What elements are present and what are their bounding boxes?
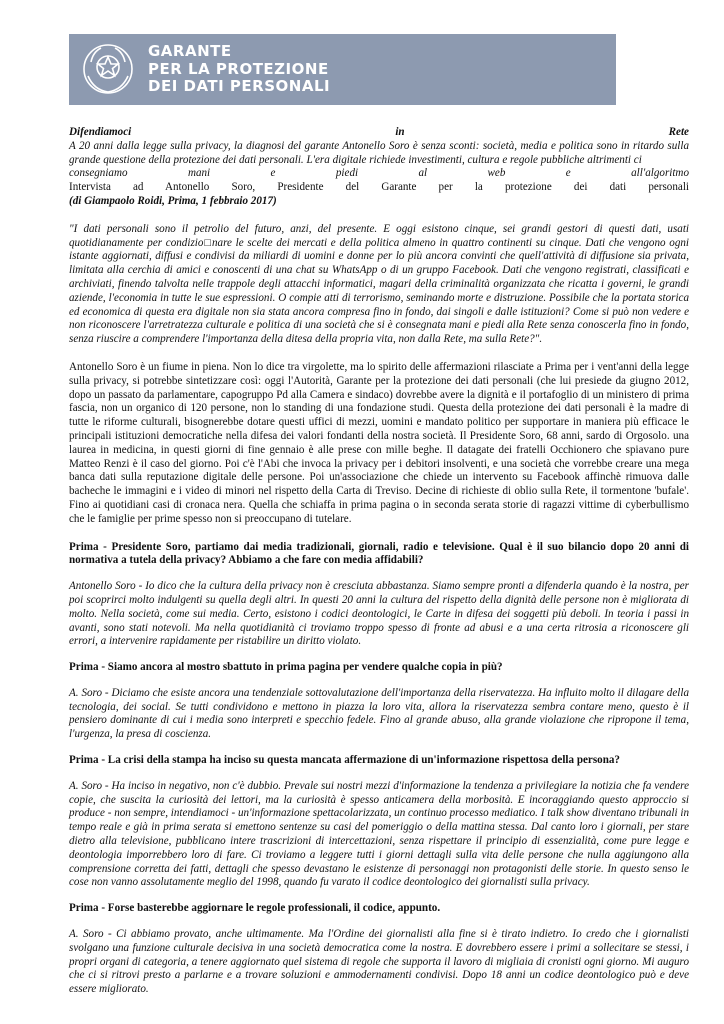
- question-4: Prima - Forse basterebbe aggiornare le regole professionali, il codice, appunto.: [69, 902, 441, 915]
- article-lead: A 20 anni dalla legge sulla privacy, la diagnosi del garante Antonello Soro è senza sconti: società, media e politica sono in ritardo sulla grande questione della protezione dei dati personali. L'era digitale richiede investimenti, cultura e regole pubbliche altrimenti ci: [69, 139, 689, 166]
- question-2: Prima - Siamo ancora al mostro sbattuto in prima pagina per vendere qualche copia in più?: [69, 661, 503, 674]
- answer-3: A. Soro - Ha inciso in negativo, non c'è dubbio. Prevale sui nostri mezzi d'informazione la tendenza a privilegiare la notizia che fa vendere copie, che suscita la curiosità dei lettori, ma la curiosità è spesso anticamera della morbosità. E incoraggiando questo approccio si produce - non sempre, intendiamoci - un'informazione spettacolarizzata, un continuo processo mediatico. I talk show diventano tribunali in tempo reale e già in prima serata si emettono sentenze su casi del pomeriggio o della mattina stessa. Dal canto loro i giornali, per stare dietro alla televisione, pubblicano intere trascrizioni di intercettazioni, senza rispettare il principio di essenzialità, come pure legge e deontologia imporrebbero loro di fare. Ci troviamo a leggere tutti i giorni dettagli sulla vita delle persone che nulla aggiungono alla comprensione corretta dei fatti, dettagli che spesso devastano le esistenze di personaggi non protagonisti delle storie. In questo senso le cose non vanno assolutamente meglio del 1998, quando fu varato il codice deontologico dei giornalisti sulla privacy.: [69, 779, 689, 889]
- article-body: [69, 126, 689, 997]
- article-source: (di Giampaolo Roidi, Prima, 1 febbraio 2017): [69, 194, 277, 207]
- logo-wordmark: [148, 43, 330, 96]
- logo-line: GARANTE: [148, 42, 232, 60]
- answer-1: Antonello Soro - Io dico che la cultura della privacy non è cresciuta abbastanza. Siamo sempre pronti a difenderla quando è la nostra, per poi scoprirci molto indulgenti su quella degli altri. In questi 20 anni la cultura del rispetto della dignità delle persone non è migliorata di molto. Nella società, come sui media. Certo, esistono i codici deontologici, le Carte in difesa dei soggetti più deboli. In teoria i passi in avanti, sono stati notevoli. Ma nella quotidianità ci troviamo troppo spesso di fronte ad abusi e a una certa ritrosia a riconoscere gli errori, a intervenire rapidamente per ristabilire un diritto violato.: [69, 580, 689, 648]
- answer-2: A. Soro - Diciamo che esiste ancora una tendenziale sottovalutazione dell'importanza della riservatezza. Ha influito molto il dilagare della tecnologia, dei social. Se tutti condividono e mettono in piazza la loro vita, allora la riservatezza sembra contare meno, questo è il pensiero dominante di cui i media sono interpreti e specchio fedele. Fino al grande abuso, alla grande violazione che ripropone il tema, l'urgenza, la presa di coscienza.: [69, 686, 689, 741]
- interview-line: Intervista ad Antonello Soro, Presidente del Garante per la protezione dei dati personali: [69, 181, 689, 194]
- question-3: Prima - La crisi della stampa ha inciso su questa mancata affermazione di un'informazione rispettosa della persona?: [69, 754, 620, 767]
- header-banner: [69, 34, 616, 105]
- intro-paragraph: Antonello Soro è un fiume in piena. Non lo dice tra virgolette, ma lo spirito delle affermazioni rilasciate a Prima per i vent'anni della legge sulla privacy, si potrebbe sintetizzare così: oggi l'Autorità, Garante per la protezione dei dati personali (che lui presiede da giugno 2012, dopo un passato da parlamentare, capogruppo Pd alla Camera e sindaco) dovrebbe avere la dignità e il portafoglio di un ministero di prima fascia, non un organico di 120 persone, non lo standing di una fondazione studi. Questa della protezione dei dati personali è la madre di tutte le riforme culturali, bisognerebbe dotare questi uffici di mezzi, uomini e mandato politico per supportare in maniera più efficace le principali istituzioni democratiche nella difesa dei valori fondanti della nostra società. Il Presidente Soro, 68 anni, sardo di Orgosolo. una laurea in medicina, in questi giorni di fine gennaio è alle prese con mille beghe. Il datagate dei fratelli Occhionero che spiavano pure Matteo Renzi è il caso del giorno. Poi c'è l'Abi che invoca la privacy per i debitori insolventi, e una società che vorrebbe creare una mega banca dati sulla reputazione digitale delle persone. Poi un'associazione che chiede un intervento su Facebook affinchè rimuova dalle bacheche le immagini e i video di minori nel rispetto della Carta di Treviso. Decine di richieste di oblio sulla Rete, il tormentone 'bufale'. Fino ai quotidiani casi di cronaca nera. Quella che schiaffa in prima pagina o in seconda serata storie di ragazzi vittime di cyberbullismo che le famiglie per prime spesso non si preoccupano di tutelare.: [69, 360, 689, 525]
- question-1: Prima - Presidente Soro, partiamo dai media tradizionali, giornali, radio e televisione. Qual è il suo bilancio dopo 20 anni di normativa a tutela della privacy? Abbiamo a che fare con media affidabili?: [69, 540, 689, 567]
- answer-4: A. Soro - Ci abbiamo provato, anche ultimamente. Ma l'Ordine dei giornalisti alla fine si è tirato indietro. Io credo che i giornalisti svolgano una funzione culturale decisiva in una società democratica come la nostra. E dovrebbero essere i primi a sollecitare se stessi, i propri organi di categoria, a tenere aggiornato quel sistema di regole che supporta il lavoro di migliaia di cronisti ogni giorno. Mi auguro che ci si ritrovi presto a parlarne e a trovare soluzioni e ammodernamenti condivisi. Dopo 18 anni un codice deontologico può e deve essere migliorato.: [69, 928, 689, 996]
- logo-line: DEI DATI PERSONALI: [148, 77, 331, 95]
- article-title: Difendiamoci in Rete: [69, 126, 689, 138]
- opening-quote: "I dati personali sono il petrolio del futuro, anzi, del presente. E oggi esistono cinque, sei grandi gestori di questi dati, usati quotidianamente per condizio□nare le scelte dei mercati e della politica almeno in quattro continenti su cinque. Dati che vengono ogni istante aggiornati, diffusi e condivisi da miliardi di uomini e donne per lo più ancora convinti che quell'attività di diffusione sia privata, limitata alla cerchia di amici e conoscenti di una chat su WhatsApp o di un gruppo Facebook. Dati che vengono registrati, classificati e archiviati, finendo talvolta nelle trappole degli attacchi informatici, magari della criminalità organizzata che ricatta i governi, le grandi aziende, l'economia in tutte le sue espressioni. O compie atti di terrorismo, seminando morte e distruzione. Possibile che la portata storica ed economica di questa era digitale non sia stata ancora compresa fino in fondo, dai singoli e dalle istituzioni? Come si può non vedere e non riconoscere l'arretratezza culturale e politica di una società che si è consegnata mani e piedi alla Rete senza conoscerla fino in fondo, senza riuscire a comprendere l'importanza della ditesa della propria vita, non dalla Rete, ma sulla Rete?".: [69, 222, 689, 346]
- article-lead-end: consegniamo mani e piedi al web e all'algoritmo: [69, 167, 689, 180]
- republic-emblem-icon: [79, 40, 137, 98]
- logo-line: PER LA PROTEZIONE: [148, 59, 329, 78]
